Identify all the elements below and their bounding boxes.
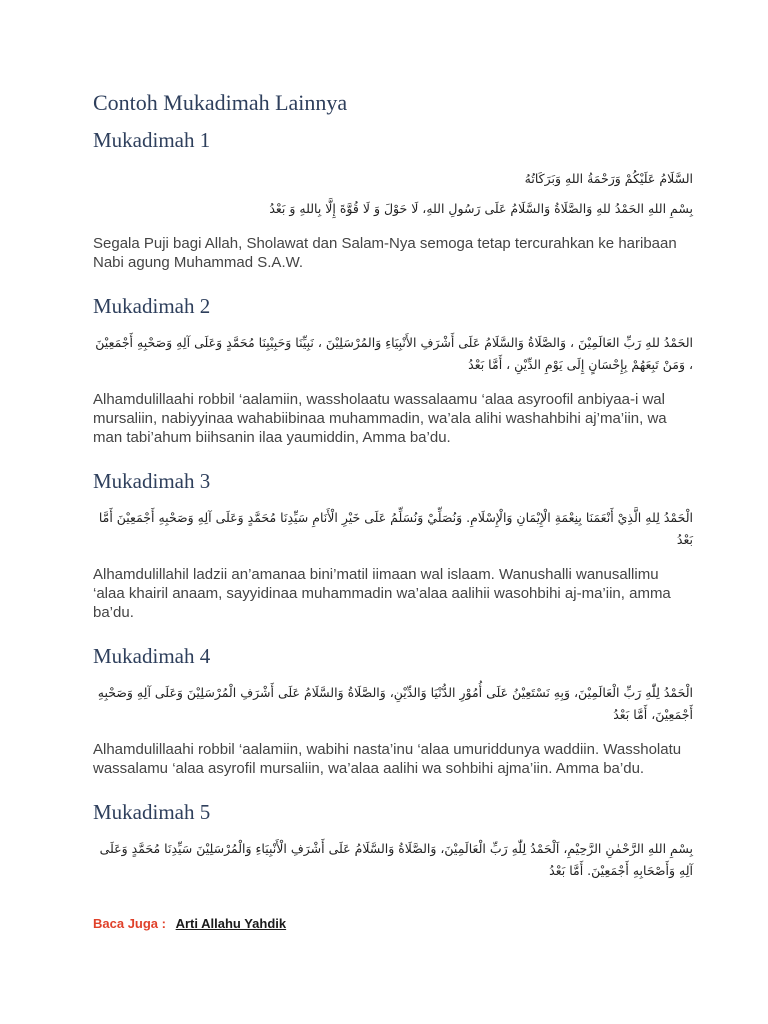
section-heading-mukadimah-4: Mukadimah 4: [93, 644, 211, 668]
section-heading-mukadimah-2: Mukadimah 2: [93, 294, 211, 318]
arabic-text: الْحَمْدُ لِلّٰهِ رَبِّ الْعَالَمِيْنَ، وَبِهِ نَسْتَعِيْنُ عَلَى أُمُوْرِ الدُّنْيَا وَالدِّيْنِ، وَالصَّلَاةُ وَالسَّلَامُ عَلَى أَشْرَفِ الْمُرْسَلِيْنَ وَعَلَى آلِهِ وَصَحْبِهِ أَجْمَعِيْنَ، أَمَّا بَعْدُ: [97, 685, 693, 722]
baca-juga-link[interactable]: Arti Allahu Yahdik: [175, 916, 287, 931]
latin-text: Alhamdulillaahi robbil ‘aalamiin, wabihi nasta’inu ‘alaa umuriddunya waddiin. Wassholatu wassalamu ‘alaa asyrofil mursaliin, wa’alaa aalihi wa sohbihi ajma’iin. Amma ba’du.: [93, 741, 682, 777]
latin-text: Segala Puji bagi Allah, Sholawat dan Salam-Nya semoga tetap tercurahkan ke haribaan Nabi agung Muhammad S.A.W.: [93, 235, 677, 271]
article: [93, 88, 693, 931]
arabic-text: السَّلَامُ عَلَيْكُمْ وَرَحْمَةُ اللهِ وَبَرَكَاتُهُ: [524, 171, 693, 186]
arabic-text: بِسْمِ اللهِ الرَّحْمٰنِ الرَّحِيْمِ، اَلْحَمْدُ لِلّٰهِ رَبِّ الْعَالَمِيْنَ، وَالصَّلَاةُ وَالسَّلَامُ عَلَى أَشْرَفِ الْأَنْبِيَاءِ وَالْمُرْسَلِيْنَ سَيِّدِنَا مُحَمَّدٍ وَعَلَى آلِهِ وَأَصْحَابِهِ أَجْمَعِيْنَ. أَمَّا بَعْدُ: [99, 841, 693, 878]
baca-juga: [93, 916, 693, 931]
arabic-text: الْحَمْدُ لِلهِ الَّذِيْ أَنْعَمَنَا بِنِعْمَةِ الْإِيْمَانِ وَالْإِسْلَامِ. وَنُصَلِّيْ وَنُسَلِّمُ عَلَى خَيْرِ الْأَنَامِ سَيِّدِنَا مُحَمَّدٍ وَعَلَى آلِهِ وَصَحْبِهِ أَجْمَعِيْنَ أَمَّا بَعْدُ: [98, 510, 693, 547]
baca-juga-label: Baca Juga :: [93, 916, 166, 931]
section-heading-mukadimah-1: Mukadimah 1: [93, 128, 211, 152]
page-title: Contoh Mukadimah Lainnya: [93, 90, 348, 115]
section-heading-mukadimah-3: Mukadimah 3: [93, 469, 211, 493]
arabic-text: بِسْمِ اللهِ الحَمْدُ للهِ وَالصَّلَاةُ وَالسَّلَامُ عَلَى رَسُولِ اللهِ، لَا حَوْلَ وَ لَا قُوَّةَ إِلَّا بِاللهِ وَ بَعْدُ: [269, 201, 693, 216]
latin-text: Alhamdulillaahi robbil ‘aalamiin, wassholaatu wassalaamu ‘alaa asyroofil anbiyaa-i wal mursaliin, nabiyyinaa wahabiibinaa muhammadin, wa’ala alihi washahbihi aj’ma’iin, wa man tabi’ahum biihsanin ilaa yaumiddin, Amma ba’du.: [93, 391, 667, 446]
section-heading-mukadimah-5: Mukadimah 5: [93, 800, 211, 824]
latin-text: Alhamdulillahil ladzii an’amanaa bini’matil iimaan wal islaam. Wanushalli wanusallimu ‘alaa khairil anaam, sayyidinaa muhammadin wa’alaa aalihii wasohbihi aj-ma’iin, amma ba’du.: [93, 566, 671, 621]
arabic-text: الحَمْدُ للهِ رَبِّ العَالَمِيْنَ ، وَالصَّلَاةُ وَالسَّلَامُ عَلَى أَشْرَفِ الأَنْبِيَاءِ وَالمُرْسَلِيْنَ ، نَبِيِّنَا وَحَبِيْبِنَا مُحَمَّدٍ وَعَلَى آلِهِ وَصَحْبِهِ أَجْمَعِيْنَ ، وَمَنْ تَبِعَهُمْ بِإِحْسَانٍ إِلَى يَوْمِ الدِّيْنِ ، أَمَّا بَعْدُ: [95, 335, 693, 372]
